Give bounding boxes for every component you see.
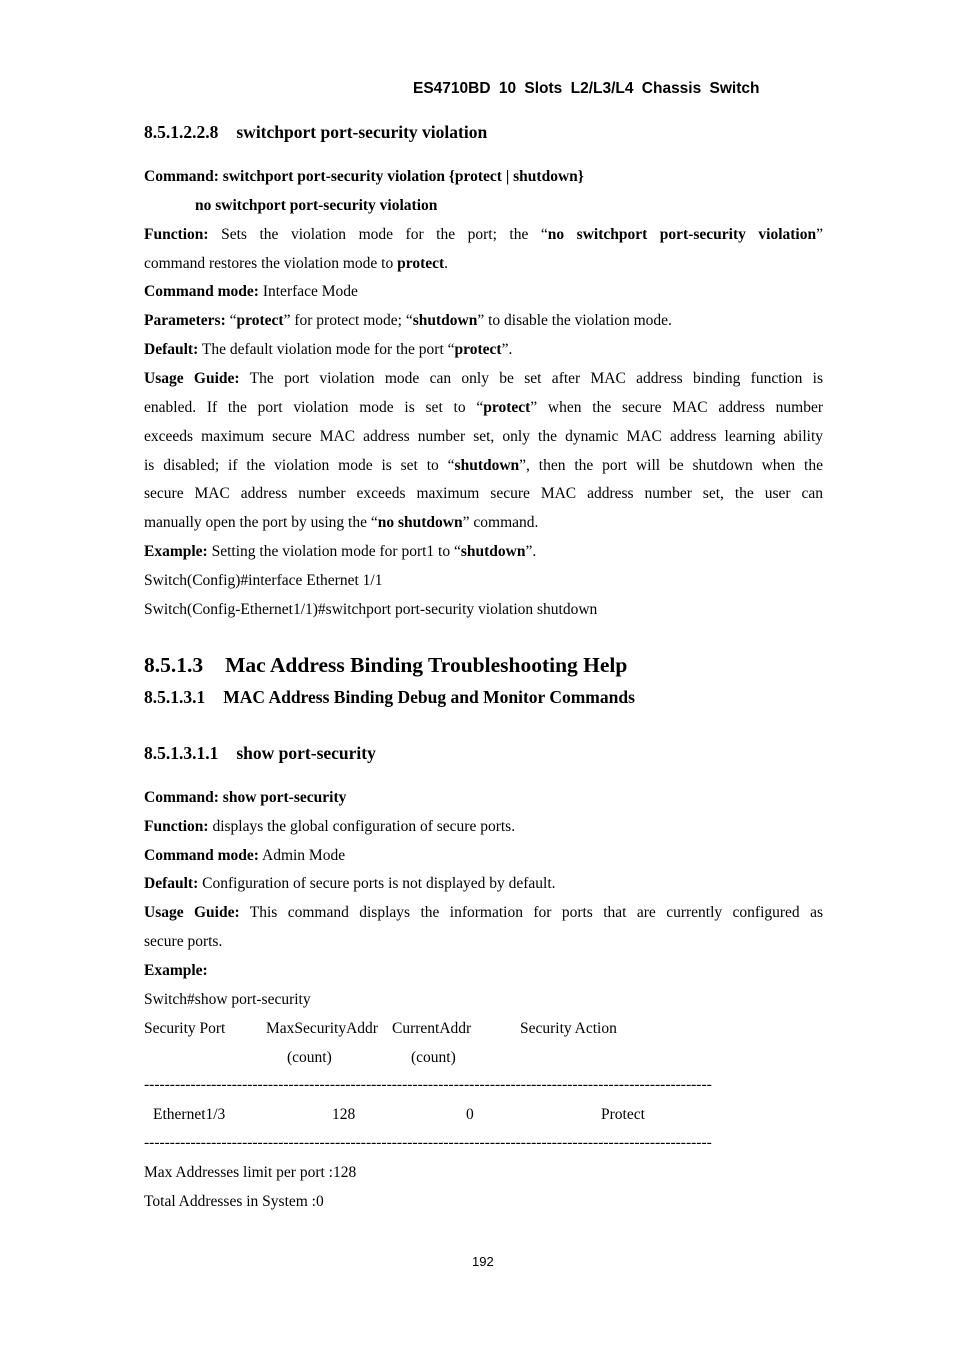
table-header-action: Security Action	[520, 1020, 617, 1037]
table-subheader-current: (count)	[411, 1049, 456, 1066]
usage-text: The port violation mode can only be set after MAC address binding function is	[249, 370, 823, 387]
section-heading-show-port-security	[144, 743, 376, 764]
default-line	[144, 875, 556, 893]
usage-line-6	[144, 514, 538, 532]
usage-bold: protect	[483, 399, 531, 416]
params-bold: shutdown	[412, 312, 478, 329]
mode-value: Admin Mode	[262, 847, 346, 864]
function-text: Sets the violation mode for the port; the “	[221, 226, 548, 243]
example-label: Example:	[144, 543, 208, 560]
command-label: Command:	[144, 168, 219, 185]
cli-line-2: Switch(Config-Ethernet1/1)#switchport port-security violation shutdown	[144, 601, 598, 618]
mode-label: Command mode:	[144, 283, 259, 300]
table-separator: --------------------------------------------------------------------------------------------------------------	[144, 1134, 712, 1151]
usage-text: enabled. If the port violation mode is set to “	[144, 399, 484, 416]
cli-line: Switch#show port-security	[144, 991, 311, 1008]
command-line-2: no switchport port-security violation	[195, 197, 438, 214]
command-line	[144, 168, 584, 186]
function-label: Function:	[144, 818, 209, 835]
function-line	[144, 818, 515, 836]
summary-line-1: Max Addresses limit per port :128	[144, 1164, 357, 1181]
section-number: 8.5.1.2.2.8	[144, 122, 219, 142]
function-line2-end: .	[444, 255, 449, 272]
example-text: Setting the violation mode for port1 to “	[211, 543, 461, 560]
default-text: Configuration of secure ports is not displayed by default.	[202, 875, 556, 892]
function-line2-bold: protect	[397, 255, 445, 272]
function-label: Function:	[144, 226, 209, 243]
usage-label: Usage Guide:	[144, 904, 240, 921]
default-label: Default:	[144, 875, 199, 892]
usage-text: ”, then the port will be shutdown when the	[519, 457, 823, 474]
table-header-max: MaxSecurityAddr	[266, 1020, 378, 1037]
cli-line-1: Switch(Config)#interface Ethernet 1/1	[144, 572, 383, 589]
section-heading-troubleshooting	[144, 653, 627, 678]
page-number: 192	[472, 1254, 494, 1269]
function-line-1	[144, 226, 823, 244]
default-bold: protect	[454, 341, 502, 358]
params-bold: protect	[236, 312, 284, 329]
usage-text: ” command.	[462, 514, 539, 531]
table-cell-port: Ethernet1/3	[153, 1106, 226, 1123]
command-label: Command:	[144, 789, 219, 806]
default-text: ”.	[501, 341, 513, 358]
table-header-port: Security Port	[144, 1020, 226, 1037]
function-text-end: ”	[816, 226, 823, 243]
section-number: 8.5.1.3.1.1	[144, 743, 219, 763]
section-title: MAC Address Binding Debug and Monitor Commands	[223, 687, 635, 707]
usage-line-4	[144, 457, 823, 475]
section-title: show port-security	[236, 743, 376, 763]
usage-text: This command displays the information for ports that are currently configured as	[249, 904, 823, 921]
command-text: show port-security	[222, 789, 347, 806]
params-label: Parameters:	[144, 312, 226, 329]
table-cell-current: 0	[466, 1106, 474, 1123]
function-line2-text: command restores the violation mode to	[144, 255, 398, 272]
function-bold: no switchport port-security violation	[547, 226, 817, 243]
table-header-current: CurrentAddr	[392, 1020, 472, 1037]
usage-text: is disabled; if the violation mode is set to “	[144, 457, 455, 474]
section-heading-violation	[144, 122, 487, 143]
mode-value: Interface Mode	[262, 283, 358, 300]
section-number: 8.5.1.3.1	[144, 687, 206, 707]
mode-label: Command mode:	[144, 847, 259, 864]
command-mode-line	[144, 847, 345, 865]
usage-bold: shutdown	[454, 457, 520, 474]
usage-line-2	[144, 399, 823, 417]
usage-text: ” when the secure MAC address number	[530, 399, 823, 416]
default-line	[144, 341, 512, 359]
parameters-line	[144, 312, 672, 330]
section-heading-debug	[144, 687, 635, 708]
params-text: “	[229, 312, 237, 329]
command-text: switchport port-security violation {protect | shutdown}	[222, 168, 584, 185]
params-text: ” for protect mode; “	[283, 312, 413, 329]
page-header: ES4710BD 10 Slots L2/L3/L4 Chassis Switch	[413, 80, 760, 97]
function-text: displays the global configuration of secure ports.	[212, 818, 516, 835]
example-text: ”.	[525, 543, 537, 560]
function-line-2	[144, 255, 448, 273]
table-separator: --------------------------------------------------------------------------------------------------------------	[144, 1076, 712, 1093]
command-mode-line	[144, 283, 358, 301]
usage-line-2: secure ports.	[144, 933, 223, 950]
default-label: Default:	[144, 341, 199, 358]
section-title: switchport port-security violation	[236, 122, 488, 142]
table-cell-action: Protect	[601, 1106, 645, 1123]
usage-line-3: exceeds maximum secure MAC address number set, only the dynamic MAC address learning ability	[144, 428, 823, 445]
section-number: 8.5.1.3	[144, 653, 204, 677]
usage-bold: no shutdown	[377, 514, 463, 531]
summary-line-2: Total Addresses in System :0	[144, 1193, 324, 1210]
example-label: Example:	[144, 962, 208, 979]
example-bold: shutdown	[460, 543, 526, 560]
table-cell-max: 128	[332, 1106, 356, 1123]
command-line	[144, 789, 346, 807]
usage-line-1	[144, 370, 823, 388]
table-subheader-max: (count)	[287, 1049, 332, 1066]
default-text: The default violation mode for the port “	[201, 341, 455, 358]
usage-label: Usage Guide:	[144, 370, 240, 387]
usage-line-5: secure MAC address number exceeds maximum secure MAC address number set, the user can	[144, 485, 823, 502]
example-line	[144, 543, 536, 561]
params-text: ” to disable the violation mode.	[477, 312, 672, 329]
section-title: Mac Address Binding Troubleshooting Help	[225, 653, 628, 677]
usage-line-1	[144, 904, 823, 922]
usage-text: manually open the port by using the “	[144, 514, 378, 531]
